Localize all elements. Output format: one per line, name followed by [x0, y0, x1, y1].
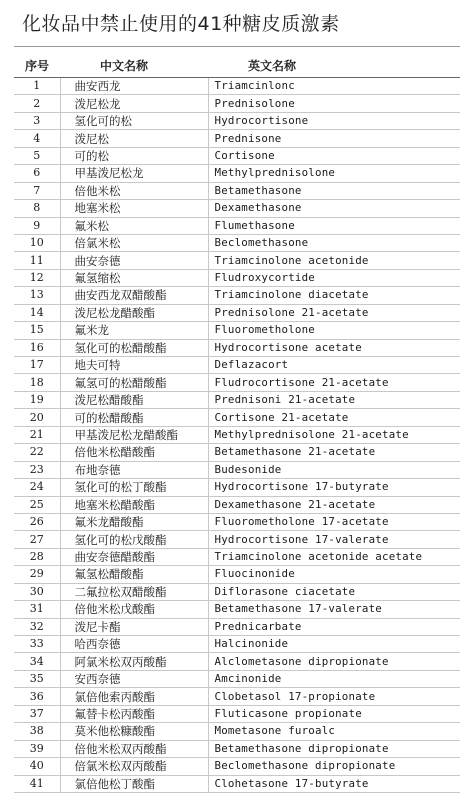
table-row [14, 583, 460, 600]
english-name-cell: Fludrocortisone 21-acetate [208, 374, 460, 391]
chinese-name-cell: 倍他米松醋酸酯 [60, 444, 208, 461]
serial-number-cell: 31 [14, 601, 60, 618]
serial-number-cell: 32 [14, 618, 60, 635]
serial-number-cell: 19 [14, 391, 60, 408]
english-name-cell: Fluticasone propionate [208, 705, 460, 722]
steroid-table [14, 53, 460, 793]
table-row [14, 165, 460, 182]
chinese-name-cell: 泼尼松醋酸酯 [60, 391, 208, 408]
english-name-cell: Fludroxycortide [208, 269, 460, 286]
serial-number-cell: 15 [14, 322, 60, 339]
english-name-cell: Betamethasone [208, 182, 460, 199]
english-name-cell: Triamcinolone acetonide acetate [208, 548, 460, 565]
chinese-name-cell: 二氟拉松双醋酸酯 [60, 583, 208, 600]
table-row [14, 287, 460, 304]
chinese-name-cell: 泼尼卡酯 [60, 618, 208, 635]
serial-number-cell: 34 [14, 653, 60, 670]
english-name-cell: Cortisone 21-acetate [208, 409, 460, 426]
table-row [14, 548, 460, 565]
table-row [14, 339, 460, 356]
serial-number-cell: 23 [14, 461, 60, 478]
table-row [14, 636, 460, 653]
chinese-name-cell: 曲安奈德醋酸酯 [60, 548, 208, 565]
chinese-name-cell: 泼尼松 [60, 130, 208, 147]
serial-number-cell: 26 [14, 513, 60, 530]
english-name-cell: Fluorometholone 17-acetate [208, 513, 460, 530]
chinese-name-cell: 氟替卡松丙酸酯 [60, 705, 208, 722]
table-row [14, 601, 460, 618]
table-row [14, 531, 460, 548]
english-name-cell: Prednisoni 21-acetate [208, 391, 460, 408]
table-row [14, 322, 460, 339]
table-row [14, 723, 460, 740]
serial-number-cell: 14 [14, 304, 60, 321]
chinese-name-cell: 甲基泼尼松龙醋酸酯 [60, 426, 208, 443]
serial-number-cell: 27 [14, 531, 60, 548]
serial-number-cell: 39 [14, 740, 60, 757]
table-row [14, 566, 460, 583]
table-row [14, 200, 460, 217]
chinese-name-cell: 倍他米松戊酸酯 [60, 601, 208, 618]
serial-number-cell: 22 [14, 444, 60, 461]
chinese-name-cell: 曲安奈德 [60, 252, 208, 269]
serial-number-cell: 16 [14, 339, 60, 356]
english-name-cell: Budesonide [208, 461, 460, 478]
serial-number-cell: 7 [14, 182, 60, 199]
chinese-name-cell: 莫米他松糠酸酯 [60, 723, 208, 740]
english-name-cell: Hydrocortisone 17-valerate [208, 531, 460, 548]
english-name-cell: Fluorometholone [208, 322, 460, 339]
table-row [14, 775, 460, 792]
chinese-name-cell: 布地奈德 [60, 461, 208, 478]
english-name-cell: Prednisolone 21-acetate [208, 304, 460, 321]
serial-number-cell: 4 [14, 130, 60, 147]
table-row [14, 758, 460, 775]
table-row [14, 479, 460, 496]
header-serial-number: 序号 [14, 53, 60, 78]
serial-number-cell: 12 [14, 269, 60, 286]
chinese-name-cell: 甲基泼尼松龙 [60, 165, 208, 182]
chinese-name-cell: 氟米龙醋酸酯 [60, 513, 208, 530]
header-english-name: 英文名称 [208, 53, 460, 78]
english-name-cell: Triamcinolone acetonide [208, 252, 460, 269]
chinese-name-cell: 氢化可的松醋酸酯 [60, 339, 208, 356]
serial-number-cell: 38 [14, 723, 60, 740]
table-row [14, 391, 460, 408]
table-row [14, 182, 460, 199]
serial-number-cell: 28 [14, 548, 60, 565]
chinese-name-cell: 氟米龙 [60, 322, 208, 339]
english-name-cell: Diflorasone ciacetate [208, 583, 460, 600]
chinese-name-cell: 泼尼松龙 [60, 95, 208, 112]
english-name-cell: Dexamethasone [208, 200, 460, 217]
page-title: 化妆品中禁止使用的41种糖皮质激素 [22, 13, 340, 35]
table-row [14, 252, 460, 269]
table-row [14, 304, 460, 321]
table-row [14, 95, 460, 112]
table-row [14, 740, 460, 757]
chinese-name-cell: 倍他米松 [60, 182, 208, 199]
english-name-cell: Clohetasone 17-butyrate [208, 775, 460, 792]
english-name-cell: Clobetasol 17-propionate [208, 688, 460, 705]
english-name-cell: Methylprednisolone [208, 165, 460, 182]
chinese-name-cell: 可的松 [60, 147, 208, 164]
english-name-cell: Amcinonide [208, 670, 460, 687]
serial-number-cell: 20 [14, 409, 60, 426]
chinese-name-cell: 倍氯米松双丙酸酯 [60, 758, 208, 775]
header-row [14, 53, 460, 78]
chinese-name-cell: 倍他米松双丙酸酯 [60, 740, 208, 757]
chinese-name-cell: 可的松醋酸酯 [60, 409, 208, 426]
serial-number-cell: 37 [14, 705, 60, 722]
chinese-name-cell: 阿氯米松双丙酸酯 [60, 653, 208, 670]
serial-number-cell: 17 [14, 357, 60, 374]
serial-number-cell: 10 [14, 234, 60, 251]
table-row [14, 461, 460, 478]
chinese-name-cell: 氢化可的松丁酸酯 [60, 479, 208, 496]
english-name-cell: Prednisolone [208, 95, 460, 112]
english-name-cell: Betamethasone 17-valerate [208, 601, 460, 618]
english-name-cell: Betamethasone dipropionate [208, 740, 460, 757]
english-name-cell: Alclometasone dipropionate [208, 653, 460, 670]
chinese-name-cell: 氢化可的松 [60, 112, 208, 129]
chinese-name-cell: 倍氯米松 [60, 234, 208, 251]
serial-number-cell: 25 [14, 496, 60, 513]
serial-number-cell: 6 [14, 165, 60, 182]
table-row [14, 374, 460, 391]
chinese-name-cell: 泼尼松龙醋酸酯 [60, 304, 208, 321]
english-name-cell: Prednicarbate [208, 618, 460, 635]
serial-number-cell: 8 [14, 200, 60, 217]
english-name-cell: Triamcinolone diacetate [208, 287, 460, 304]
table-row [14, 653, 460, 670]
english-name-cell: Methylprednisolone 21-acetate [208, 426, 460, 443]
chinese-name-cell: 地塞米松 [60, 200, 208, 217]
chinese-name-cell: 地夫可特 [60, 357, 208, 374]
table-row [14, 444, 460, 461]
english-name-cell: Flumethasone [208, 217, 460, 234]
title-divider [14, 46, 460, 47]
table-row [14, 147, 460, 164]
table-row [14, 496, 460, 513]
chinese-name-cell: 哈西奈德 [60, 636, 208, 653]
steroid-table-container [14, 53, 460, 793]
header-chinese-name: 中文名称 [60, 53, 208, 78]
english-name-cell: Beclomethasone [208, 234, 460, 251]
serial-number-cell: 2 [14, 95, 60, 112]
table-row [14, 269, 460, 286]
english-name-cell: Beclomethasone dipropionate [208, 758, 460, 775]
chinese-name-cell: 氯倍他松丁酸酯 [60, 775, 208, 792]
serial-number-cell: 33 [14, 636, 60, 653]
chinese-name-cell: 氟氢可的松醋酸酯 [60, 374, 208, 391]
chinese-name-cell: 氯倍他索丙酸酯 [60, 688, 208, 705]
serial-number-cell: 1 [14, 78, 60, 95]
table-row [14, 670, 460, 687]
chinese-name-cell: 安西奈德 [60, 670, 208, 687]
chinese-name-cell: 曲安西龙双醋酸酯 [60, 287, 208, 304]
table-row [14, 688, 460, 705]
serial-number-cell: 18 [14, 374, 60, 391]
chinese-name-cell: 氟氢缩松 [60, 269, 208, 286]
serial-number-cell: 9 [14, 217, 60, 234]
table-body [14, 78, 460, 793]
english-name-cell: Dexamethasone 21-acetate [208, 496, 460, 513]
serial-number-cell: 21 [14, 426, 60, 443]
english-name-cell: Fluocinonide [208, 566, 460, 583]
english-name-cell: Betamethasone 21-acetate [208, 444, 460, 461]
serial-number-cell: 40 [14, 758, 60, 775]
table-row [14, 357, 460, 374]
english-name-cell: Hydrocortisone 17-butyrate [208, 479, 460, 496]
chinese-name-cell: 曲安西龙 [60, 78, 208, 95]
english-name-cell: Mometasone furoalc [208, 723, 460, 740]
english-name-cell: Hydrocortisone acetate [208, 339, 460, 356]
table-header [14, 53, 460, 78]
table-row [14, 426, 460, 443]
serial-number-cell: 36 [14, 688, 60, 705]
english-name-cell: Cortisone [208, 147, 460, 164]
chinese-name-cell: 氢化可的松戊酸酯 [60, 531, 208, 548]
serial-number-cell: 5 [14, 147, 60, 164]
serial-number-cell: 35 [14, 670, 60, 687]
english-name-cell: Halcinonide [208, 636, 460, 653]
serial-number-cell: 3 [14, 112, 60, 129]
table-row [14, 112, 460, 129]
serial-number-cell: 41 [14, 775, 60, 792]
chinese-name-cell: 地塞米松醋酸酯 [60, 496, 208, 513]
serial-number-cell: 11 [14, 252, 60, 269]
table-row [14, 618, 460, 635]
english-name-cell: Triamcinlonc [208, 78, 460, 95]
english-name-cell: Hydrocortisone [208, 112, 460, 129]
table-row [14, 130, 460, 147]
table-row [14, 217, 460, 234]
table-row [14, 705, 460, 722]
chinese-name-cell: 氟米松 [60, 217, 208, 234]
serial-number-cell: 13 [14, 287, 60, 304]
serial-number-cell: 29 [14, 566, 60, 583]
chinese-name-cell: 氟氢松醋酸酯 [60, 566, 208, 583]
english-name-cell: Deflazacort [208, 357, 460, 374]
table-row [14, 78, 460, 95]
table-row [14, 409, 460, 426]
table-row [14, 513, 460, 530]
english-name-cell: Prednisone [208, 130, 460, 147]
serial-number-cell: 24 [14, 479, 60, 496]
table-row [14, 234, 460, 251]
serial-number-cell: 30 [14, 583, 60, 600]
